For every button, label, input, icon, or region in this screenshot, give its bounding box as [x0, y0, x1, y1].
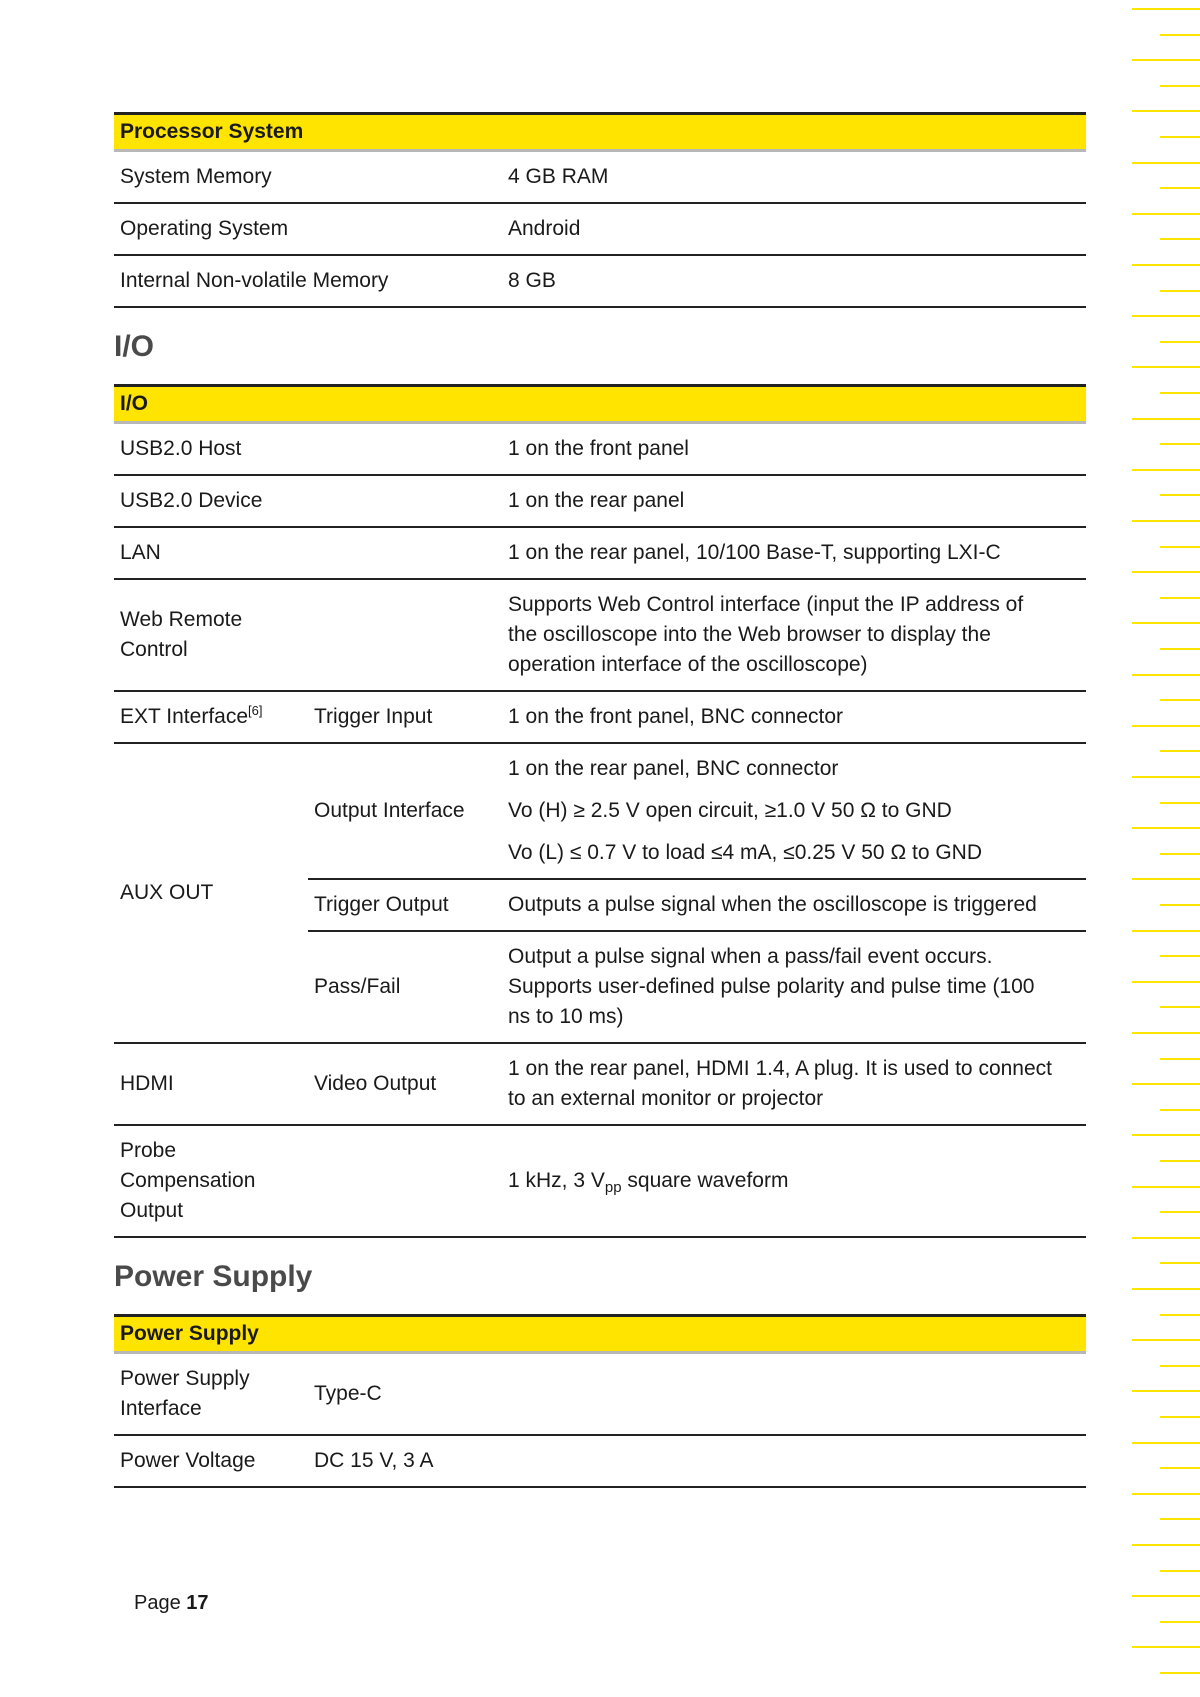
- row-value: DC 15 V, 3 A: [308, 1435, 1086, 1487]
- table-row: [114, 475, 1086, 527]
- stripe: [1160, 1109, 1200, 1111]
- label-line: Output: [120, 1199, 184, 1222]
- stripe: [1132, 776, 1200, 778]
- power-supply-table: [114, 1314, 1086, 1488]
- stripe: [1132, 1237, 1200, 1239]
- row-sublabel: Output Interface: [308, 743, 502, 879]
- stripe: [1160, 904, 1200, 906]
- stripe: [1132, 1083, 1200, 1085]
- io-table: [114, 384, 1086, 1238]
- value-line: to an external monitor or projector: [508, 1087, 824, 1110]
- table-row: [114, 1125, 1086, 1237]
- decorative-side-stripes: [1110, 0, 1200, 1697]
- stripe: [1160, 494, 1200, 496]
- table-row: [114, 579, 1086, 691]
- stripe: [1160, 546, 1200, 548]
- row-label: [114, 579, 502, 691]
- row-sublabel: Video Output: [308, 1043, 502, 1125]
- value-line: 1 on the rear panel, HDMI 1.4, A plug. It is used to connect: [508, 1057, 1052, 1080]
- stripe: [1160, 187, 1200, 189]
- stripe: [1160, 648, 1200, 650]
- stripe: [1132, 827, 1200, 829]
- stripe: [1160, 290, 1200, 292]
- stripe: [1160, 85, 1200, 87]
- stripe: [1132, 315, 1200, 317]
- label-line: Power Supply: [120, 1367, 250, 1390]
- stripe: [1132, 213, 1200, 215]
- stripe: [1160, 1160, 1200, 1162]
- row-value: 1 on the front panel, BNC connector: [502, 691, 1086, 743]
- table-header: Power Supply: [114, 1316, 1086, 1353]
- stripe: [1132, 418, 1200, 420]
- ext-label: EXT Interface: [120, 705, 249, 728]
- row-value: [502, 743, 1086, 879]
- table-header: Processor System: [114, 114, 1086, 151]
- table-row: [114, 203, 1086, 255]
- stripe: [1132, 1134, 1200, 1136]
- stripe: [1160, 802, 1200, 804]
- stripe: [1160, 1672, 1200, 1674]
- row-label: [114, 1125, 502, 1237]
- probe-value-post: square waveform: [621, 1169, 789, 1192]
- stripe: [1132, 264, 1200, 266]
- stripe: [1132, 1544, 1200, 1546]
- table-row: [114, 1435, 1086, 1487]
- stripe: [1160, 1314, 1200, 1316]
- stripe: [1160, 1467, 1200, 1469]
- stripe: [1132, 571, 1200, 573]
- page-footer: [134, 1592, 209, 1615]
- table-header: I/O: [114, 386, 1086, 423]
- stripe: [1132, 469, 1200, 471]
- value-line: Output a pulse signal when a pass/fail event occurs.: [508, 945, 993, 968]
- stripe: [1132, 930, 1200, 932]
- table-header-row: [114, 114, 1086, 151]
- stripe: [1160, 136, 1200, 138]
- stripe: [1132, 725, 1200, 727]
- stripe: [1160, 443, 1200, 445]
- value-line: operation interface of the oscilloscope): [508, 653, 868, 676]
- probe-value-pre: 1 kHz, 3 V: [508, 1169, 605, 1192]
- stripe: [1160, 1058, 1200, 1060]
- stripe: [1132, 1186, 1200, 1188]
- stripe: [1132, 8, 1200, 10]
- stripe: [1132, 520, 1200, 522]
- stripe: [1132, 162, 1200, 164]
- row-label: Operating System: [114, 203, 502, 255]
- label-line: Compensation: [120, 1169, 256, 1192]
- table-header-row: [114, 386, 1086, 423]
- row-sublabel: Pass/Fail: [308, 931, 502, 1043]
- stripe: [1132, 1390, 1200, 1392]
- stripe: [1160, 34, 1200, 36]
- stripe: [1132, 1493, 1200, 1495]
- page-label: Page: [134, 1592, 181, 1614]
- stripe: [1132, 622, 1200, 624]
- probe-value-sub: pp: [604, 1179, 622, 1197]
- value-line: 1 on the rear panel, BNC connector: [508, 757, 839, 780]
- row-sublabel: Trigger Input: [308, 691, 502, 743]
- label-line: Control: [120, 638, 188, 661]
- row-label: [114, 1353, 308, 1436]
- table-row: [114, 691, 1086, 743]
- row-label: [114, 691, 308, 743]
- stripe: [1132, 366, 1200, 368]
- row-label: Power Voltage: [114, 1435, 308, 1487]
- stripe: [1132, 674, 1200, 676]
- row-label: USB2.0 Host: [114, 423, 502, 476]
- stripe: [1160, 392, 1200, 394]
- row-label: Internal Non-volatile Memory: [114, 255, 502, 307]
- value-line: the oscilloscope into the Web browser to display the: [508, 623, 991, 646]
- stripe: [1132, 59, 1200, 61]
- row-label: USB2.0 Device: [114, 475, 502, 527]
- row-value: Type-C: [308, 1353, 1086, 1436]
- page-number: 17: [186, 1592, 209, 1614]
- stripe: [1132, 1646, 1200, 1648]
- stripe: [1160, 1262, 1200, 1264]
- label-line: Web Remote: [120, 608, 243, 631]
- row-value: 1 on the rear panel: [502, 475, 1086, 527]
- row-value: [502, 579, 1086, 691]
- stripe: [1132, 1595, 1200, 1597]
- stripe: [1132, 1288, 1200, 1290]
- stripe: [1160, 1416, 1200, 1418]
- section-title-io: I/O: [114, 330, 155, 363]
- stripe: [1132, 878, 1200, 880]
- table-row: [114, 255, 1086, 307]
- table-row: [114, 151, 1086, 204]
- stripe: [1160, 597, 1200, 599]
- value-line: Vo (H) ≥ 2.5 V open circuit, ≥1.0 V 50 Ω to GND: [508, 799, 952, 822]
- value-line: Supports Web Control interface (input the IP address of: [508, 593, 1024, 616]
- stripe: [1160, 238, 1200, 240]
- stripe: [1160, 853, 1200, 855]
- row-value: 8 GB: [502, 255, 1086, 307]
- stripe: [1160, 750, 1200, 752]
- table-row: [114, 1043, 1086, 1125]
- stripe: [1160, 341, 1200, 343]
- stripe: [1132, 1442, 1200, 1444]
- label-line: Probe: [120, 1139, 177, 1162]
- footnote-ref: [6]: [248, 703, 263, 718]
- table-row: [114, 743, 1086, 879]
- table-row: [114, 423, 1086, 476]
- row-label: LAN: [114, 527, 502, 579]
- section-title-power: Power Supply: [114, 1260, 313, 1293]
- row-value: Outputs a pulse signal when the oscilloscope is triggered: [502, 879, 1086, 931]
- row-value: 1 on the rear panel, 10/100 Base-T, supporting LXI-C: [502, 527, 1086, 579]
- value-line: Supports user-defined pulse polarity and pulse time (100: [508, 975, 1035, 998]
- table-header-row: [114, 1316, 1086, 1353]
- stripe: [1132, 981, 1200, 983]
- label-line: Interface: [120, 1397, 202, 1420]
- processor-system-table: [114, 112, 1086, 308]
- spec-page: [114, 112, 1086, 1488]
- stripe: [1160, 955, 1200, 957]
- stripe: [1132, 110, 1200, 112]
- stripe: [1160, 1621, 1200, 1623]
- row-label: System Memory: [114, 151, 502, 204]
- stripe: [1160, 1211, 1200, 1213]
- row-value: 1 on the front panel: [502, 423, 1086, 476]
- row-value: [502, 1043, 1086, 1125]
- row-value: Android: [502, 203, 1086, 255]
- stripe: [1160, 1006, 1200, 1008]
- row-value: [502, 1125, 1086, 1237]
- stripe: [1160, 1365, 1200, 1367]
- row-value: [502, 931, 1086, 1043]
- table-row: [114, 527, 1086, 579]
- row-label: HDMI: [114, 1043, 308, 1125]
- row-label: AUX OUT: [114, 743, 308, 1043]
- stripe: [1132, 1339, 1200, 1341]
- stripe: [1132, 1032, 1200, 1034]
- value-line: ns to 10 ms): [508, 1005, 624, 1028]
- value-line: Vo (L) ≤ 0.7 V to load ≤4 mA, ≤0.25 V 50 Ω to GND: [508, 841, 982, 864]
- table-row: [114, 1353, 1086, 1436]
- row-sublabel: Trigger Output: [308, 879, 502, 931]
- stripe: [1160, 699, 1200, 701]
- stripe: [1160, 1518, 1200, 1520]
- stripe: [1160, 1570, 1200, 1572]
- row-value: 4 GB RAM: [502, 151, 1086, 204]
